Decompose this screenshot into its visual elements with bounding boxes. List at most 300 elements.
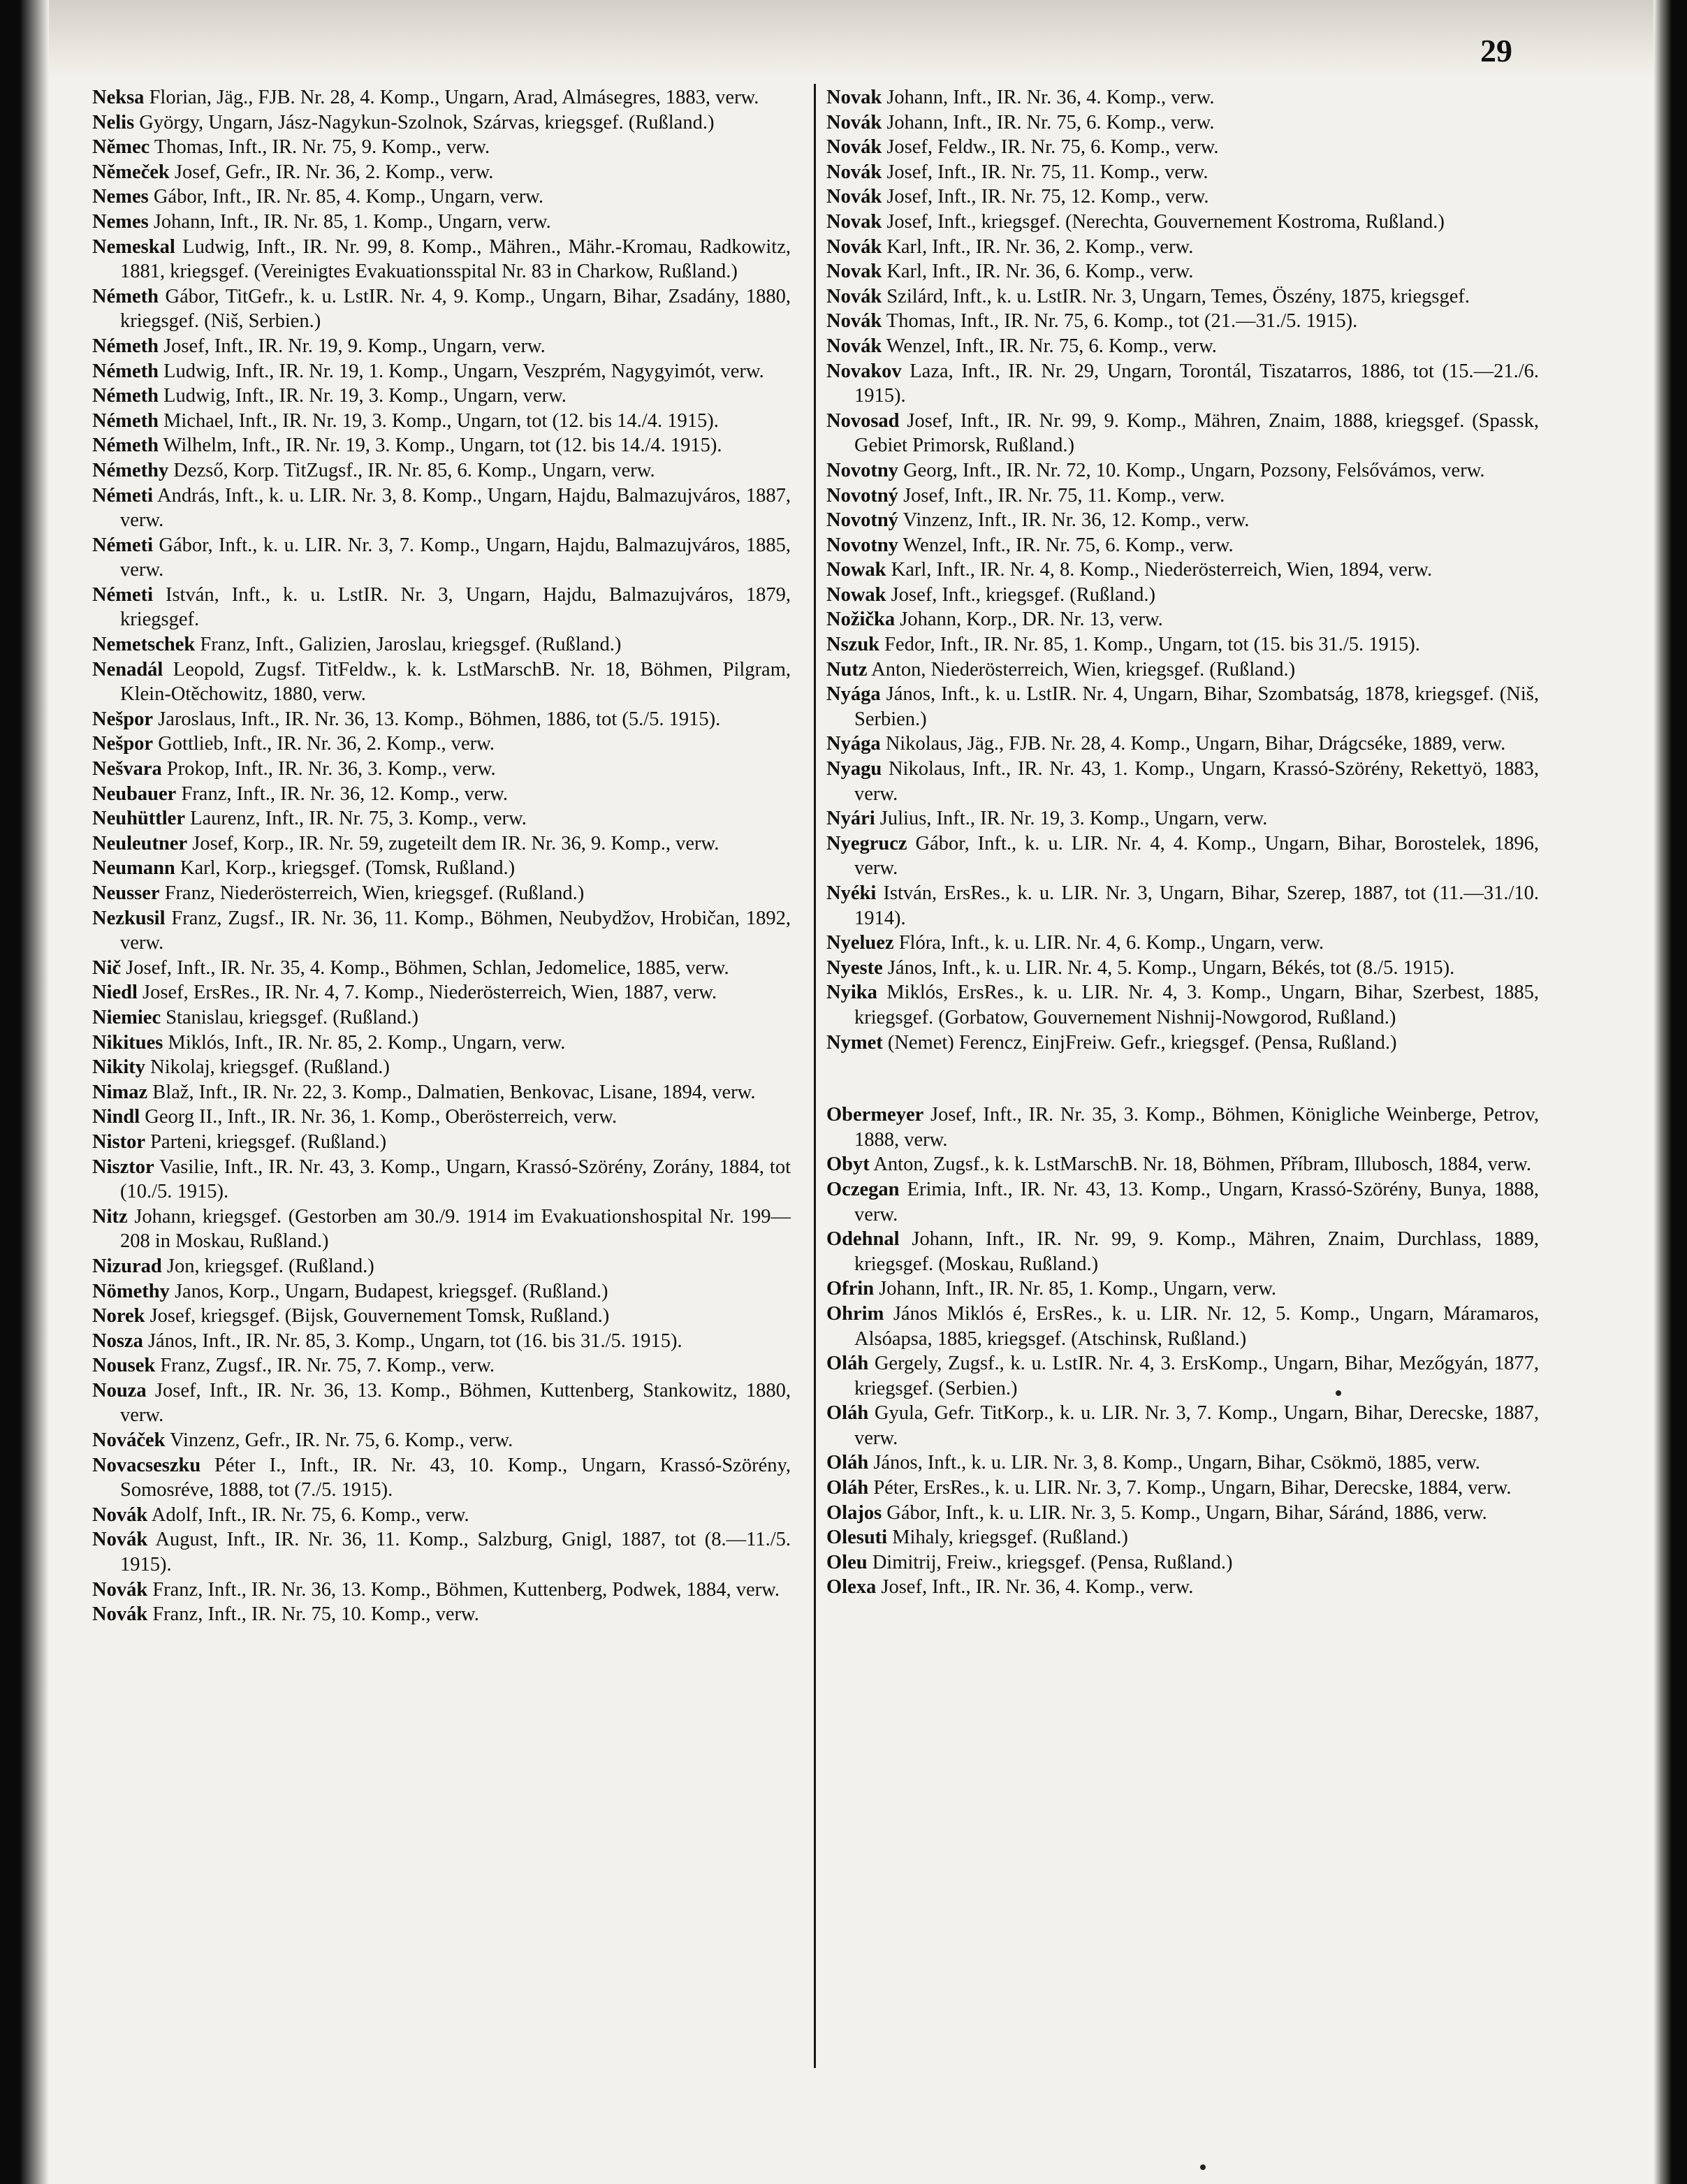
register-entry: [92, 1204, 791, 1254]
entry-surname: Nyeluez: [826, 932, 894, 954]
entry-surname: Němeček: [92, 161, 170, 183]
entry-surname: Németh: [92, 285, 159, 307]
register-entry: [92, 110, 791, 136]
entry-surname: Nyegrucz: [826, 832, 907, 854]
register-entry: [92, 906, 791, 956]
entry-details: Blaž, Inft., IR. Nr. 22, 3. Komp., Dalmatien, Benkovac, Lisane, 1894, verw.: [147, 1081, 756, 1103]
entry-surname: Novák: [826, 136, 882, 159]
entry-details: Péter, ErsRes., k. u. LIR. Nr. 3, 7. Komp., Ungarn, Bihar, Derecske, 1884, verw.: [868, 1477, 1512, 1499]
entry-details: András, Inft., k. u. LIR. Nr. 3, 8. Komp., Ungarn, Hajdu, Balmazujváros, 1887, verw.: [120, 484, 791, 532]
entry-surname: Németi: [92, 484, 154, 507]
entry-details: Jaroslaus, Inft., IR. Nr. 36, 13. Komp., Böhmen, 1886, tot (5./5. 1915).: [153, 708, 721, 730]
register-entry: [92, 483, 791, 533]
entry-surname: Nyika: [826, 982, 877, 1004]
entry-details: Vasilie, Inft., IR. Nr. 43, 3. Komp., Ungarn, Krassó-Szörény, Zorány, 1884, tot (10./5. 1915).: [120, 1156, 791, 1203]
register-entry: [92, 1378, 791, 1428]
register-entry: [826, 1031, 1539, 1056]
entry-details: János, Inft., k. u. LstIR. Nr. 4, Ungarn, Bihar, Szombatság, 1878, kriegsgef. (Niš, Serbien.): [854, 683, 1539, 730]
entry-surname: Nikitues: [92, 1031, 163, 1054]
register-entry: [92, 881, 791, 906]
register-entry: [826, 980, 1539, 1030]
register-entry: [826, 607, 1539, 632]
entry-surname: Nitz: [92, 1205, 128, 1228]
entry-details: János Miklós é, ErsRes., k. u. LIR. Nr. 12, 5. Komp., Ungarn, Máramaros, Alsóapsa, 1885, kriegsgef. (Atschinsk, Rußland.): [854, 1302, 1539, 1350]
entry-details: János, Inft., IR. Nr. 85, 3. Komp., Ungarn, tot (16. bis 31./5. 1915).: [143, 1330, 682, 1352]
register-entry: [826, 1227, 1539, 1276]
entry-details: Gyula, Gefr. TitKorp., k. u. LIR. Nr. 3, 7. Komp., Ungarn, Bihar, Derecske, 1887, verw.: [854, 1402, 1539, 1449]
section-gap: [826, 1055, 1539, 1102]
entry-details: Franz, Inft., IR. Nr. 75, 10. Komp., verw.: [147, 1603, 479, 1626]
entry-details: Prokop, Inft., IR. Nr. 36, 3. Komp., verw.: [161, 758, 496, 780]
entry-surname: Nezkusil: [92, 907, 166, 929]
entry-details: Anton, Niederösterreich, Wien, kriegsgef. (Rußland.): [867, 658, 1296, 680]
entry-details: Florian, Jäg., FJB. Nr. 28, 4. Komp., Ungarn, Arad, Almásegres, 1883, verw.: [144, 87, 759, 108]
right-column: [826, 85, 1539, 1600]
left-column: [92, 85, 791, 1627]
register-entry: [826, 1351, 1539, 1401]
register-entry: [826, 881, 1539, 931]
entry-surname: Németi: [92, 534, 154, 556]
entry-surname: Neubauer: [92, 782, 177, 805]
register-entry: [826, 334, 1539, 359]
entry-surname: Németh: [92, 409, 159, 432]
entry-details: Josef, ErsRes., IR. Nr. 4, 7. Komp., Niederösterreich, Wien, 1887, verw.: [137, 982, 717, 1004]
page-number: 29: [1480, 33, 1512, 68]
register-entry: [826, 1102, 1539, 1152]
register-entry: [92, 433, 791, 458]
entry-details: Jon, kriegsgef. (Rußland.): [161, 1255, 374, 1277]
register-entry: [826, 409, 1539, 458]
register-entry: [826, 184, 1539, 210]
entry-details: Nikolaus, Jäg., FJB. Nr. 28, 4. Komp., Ungarn, Bihar, Drágcséke, 1889, verw.: [880, 733, 1506, 755]
register-entry: [92, 657, 791, 707]
entry-details: János, Inft., k. u. LIR. Nr. 3, 8. Komp., Ungarn, Bihar, Csökmö, 1885, verw.: [868, 1452, 1480, 1474]
register-entry: [826, 1276, 1539, 1302]
entry-details: Ludwig, Inft., IR. Nr. 19, 3. Komp., Ungarn, verw.: [158, 385, 567, 407]
register-entry: [92, 1304, 791, 1329]
entry-details: Mihaly, kriegsgef. (Rußland.): [887, 1527, 1128, 1549]
entry-details: Gábor, Inft., k. u. LIR. Nr. 4, 4. Komp., Ungarn, Bihar, Borostelek, 1896, verw.: [854, 832, 1539, 880]
entry-details: Miklós, Inft., IR. Nr. 85, 2. Komp., Ungarn, verw.: [163, 1031, 566, 1054]
entry-details: Johann, Korp., DR. Nr. 13, verw.: [895, 609, 1163, 631]
entry-surname: Nszuk: [826, 634, 880, 656]
entry-surname: Nemeskal: [92, 235, 175, 258]
entry-surname: Oláh: [826, 1353, 869, 1375]
scan-right-edge: [1653, 0, 1687, 2184]
register-entry: [826, 558, 1539, 583]
entry-details: Josef, Inft., IR. Nr. 75, 12. Komp., verw.: [882, 186, 1209, 208]
register-entry: [826, 657, 1539, 683]
register-entry: [92, 1155, 791, 1204]
entry-surname: Novák: [826, 285, 882, 307]
entry-details: Josef, Inft., IR. Nr. 35, 4. Komp., Böhmen, Schlan, Jedomelice, 1885, verw.: [121, 956, 729, 979]
entry-surname: Nemes: [92, 186, 149, 208]
entry-surname: Novak: [826, 261, 882, 283]
entry-details: Nikolaj, kriegsgef. (Rußland.): [145, 1056, 390, 1079]
entry-surname: Nemes: [92, 210, 149, 233]
register-entry: [826, 1525, 1539, 1550]
entry-details: Michael, Inft., IR. Nr. 19, 3. Komp., Ungarn, tot (12. bis 14./4. 1915).: [158, 409, 719, 432]
entry-surname: Nyagu: [826, 758, 882, 780]
entry-details: August, Inft., IR. Nr. 36, 11. Komp., Salzburg, Gnigl, 1887, tot (8.—11./5. 1915).: [120, 1529, 791, 1576]
register-entry: [92, 1353, 791, 1378]
register-entry: [92, 135, 791, 160]
entry-details: Adolf, Inft., IR. Nr. 75, 6. Komp., verw.: [147, 1504, 469, 1526]
register-entry: [92, 856, 791, 881]
entry-details: Josef, kriegsgef. (Bijsk, Gouvernement Tomsk, Rußland.): [145, 1305, 610, 1327]
entry-details: Wenzel, Inft., IR. Nr. 75, 6. Komp., verw.: [898, 534, 1234, 556]
entry-details: Karl, Korp., kriegsgef. (Tomsk, Rußland.): [175, 857, 516, 880]
entry-details: Vinzenz, Gefr., IR. Nr. 75, 6. Komp., verw.: [165, 1429, 513, 1452]
register-entry: [92, 1055, 791, 1080]
entry-details: Josef, Inft., IR. Nr. 99, 9. Komp., Mähren, Znaim, 1888, kriegsgef. (Spassk, Gebiet Primorsk, Rußland.): [854, 409, 1539, 457]
entry-surname: Nimaz: [92, 1081, 148, 1103]
entry-details: István, Inft., k. u. LstIR. Nr. 3, Ungarn, Hajdu, Balmazujváros, 1879, kriegsgef.: [120, 583, 791, 631]
entry-details: Josef, Feldw., IR. Nr. 75, 6. Komp., verw.: [882, 136, 1219, 159]
register-entry: [92, 284, 791, 334]
entry-surname: Novotný: [826, 484, 898, 507]
entry-surname: Novák: [92, 1603, 148, 1626]
register-entry: [826, 259, 1539, 284]
entry-surname: Nyága: [826, 683, 881, 706]
register-entry: [826, 359, 1539, 409]
entry-details: Josef, Inft., IR. Nr. 19, 9. Komp., Ungarn, verw.: [158, 335, 546, 357]
entry-surname: Nosza: [92, 1330, 143, 1352]
entry-surname: Nenadál: [92, 658, 163, 680]
entry-details: István, ErsRes., k. u. LIR. Nr. 3, Ungarn, Bihar, Szerep, 1887, tot (11.—31./10. 1914).: [854, 882, 1539, 929]
entry-surname: Nyári: [826, 808, 875, 830]
entry-surname: Olajos: [826, 1501, 882, 1524]
entry-details: Johann, Inft., IR. Nr. 36, 4. Komp., verw.: [882, 87, 1215, 108]
register-entry: [826, 533, 1539, 558]
entry-details: Dimitrij, Freiw., kriegsgef. (Pensa, Rußland.): [867, 1551, 1233, 1573]
register-entry: [826, 458, 1539, 483]
entry-surname: Novák: [826, 111, 882, 133]
entry-surname: Oleu: [826, 1551, 868, 1573]
entry-details: Johann, Inft., IR. Nr. 75, 6. Komp., verw.: [882, 111, 1215, 133]
register-entry: [92, 1080, 791, 1105]
register-entry: [92, 1527, 791, 1577]
entry-surname: Oláh: [826, 1402, 869, 1425]
entry-surname: Neksa: [92, 87, 145, 108]
register-entry: [92, 1578, 791, 1603]
entry-details: Karl, Inft., IR. Nr. 36, 6. Komp., verw.: [882, 261, 1194, 283]
entry-surname: Olesuti: [826, 1527, 888, 1549]
entry-surname: Nyeste: [826, 956, 883, 979]
entry-details: György, Ungarn, Jász-Nagykun-Szolnok, Szárvas, kriegsgef. (Rußland.): [134, 111, 715, 133]
entry-surname: Nemetschek: [92, 634, 196, 656]
register-entry: [92, 1130, 791, 1155]
entry-details: Josef, Inft., IR. Nr. 36, 13. Komp., Böhmen, Kuttenberg, Stankowitz, 1880, verw.: [120, 1379, 791, 1427]
register-entry: [826, 483, 1539, 509]
entry-surname: Oczegan: [826, 1178, 900, 1200]
entry-details: Gábor, TitGefr., k. u. LstIR. Nr. 4, 9. Komp., Ungarn, Bihar, Zsadány, 1880, kriegsgef. (Niš, Serbien.): [120, 285, 791, 333]
register-entry: [92, 831, 791, 857]
register-entry: [92, 210, 791, 235]
entry-surname: Nyéki: [826, 882, 877, 904]
entry-surname: Németh: [92, 335, 159, 357]
entry-details: Fedor, Inft., IR. Nr. 85, 1. Komp., Ungarn, tot (15. bis 31./5. 1915).: [879, 634, 1420, 656]
entry-surname: Novotny: [826, 534, 898, 556]
entry-surname: Nowak: [826, 559, 886, 581]
entry-details: Parteni, kriegsgef. (Rußland.): [145, 1130, 387, 1153]
entry-details: Johann, Inft., IR. Nr. 85, 1. Komp., Ungarn, verw.: [874, 1278, 1277, 1300]
entry-surname: Niedl: [92, 982, 138, 1004]
register-entry: [92, 235, 791, 284]
entry-details: Laurenz, Inft., IR. Nr. 75, 3. Komp., verw.: [184, 808, 527, 830]
entry-details: Franz, Inft., IR. Nr. 36, 12. Komp., verw.: [176, 782, 509, 805]
entry-surname: Neuleutner: [92, 832, 188, 854]
entry-surname: Nousek: [92, 1355, 156, 1377]
register-entry: [826, 757, 1539, 806]
register-entry: [92, 583, 791, 632]
entry-surname: Németi: [92, 583, 154, 606]
register-entry: [826, 632, 1539, 657]
entry-details: Gottlieb, Inft., IR. Nr. 36, 2. Komp., verw.: [153, 733, 495, 755]
entry-details: Gábor, Inft., k. u. LIR. Nr. 3, 5. Komp., Ungarn, Bihar, Sáránd, 1886, verw.: [882, 1501, 1487, 1524]
register-entry: [92, 980, 791, 1005]
register-entry: [92, 632, 791, 657]
entry-details: Thomas, Inft., IR. Nr. 75, 9. Komp., verw.: [149, 136, 490, 159]
entry-surname: Novakov: [826, 360, 902, 382]
entry-surname: Nymet: [826, 1031, 883, 1054]
entry-surname: Novák: [826, 235, 882, 258]
right-column-o-entries: [826, 1102, 1539, 1600]
entry-surname: Novak: [826, 210, 882, 233]
register-entry: [826, 1177, 1539, 1227]
register-entry: [92, 757, 791, 782]
entry-details: Franz, Inft., IR. Nr. 36, 13. Komp., Böhmen, Kuttenberg, Podwek, 1884, verw.: [147, 1578, 780, 1601]
entry-details: Gábor, Inft., k. u. LIR. Nr. 3, 7. Komp., Ungarn, Hajdu, Balmazujváros, 1885, verw.: [120, 534, 791, 581]
entry-details: Dezső, Korp. TitZugsf., IR. Nr. 85, 6. Komp., Ungarn, verw.: [168, 459, 655, 481]
entry-details: Josef, Gefr., IR. Nr. 36, 2. Komp., verw.: [169, 161, 494, 183]
register-entry: [92, 956, 791, 981]
column-divider: [814, 84, 816, 2068]
entry-details: Franz, Inft., Galizien, Jaroslau, kriegsgef. (Rußland.): [195, 634, 622, 656]
entry-surname: Neumann: [92, 857, 175, 880]
entry-details: Josef, Inft., IR. Nr. 75, 11. Komp., verw.: [898, 484, 1225, 507]
entry-surname: Oláh: [826, 1452, 869, 1474]
register-entry: [826, 309, 1539, 334]
entry-details: Josef, Inft., IR. Nr. 75, 11. Komp., verw.: [882, 161, 1208, 183]
entry-surname: Nožička: [826, 609, 896, 631]
register-entry: [826, 806, 1539, 831]
entry-surname: Novák: [826, 335, 882, 357]
entry-surname: Niemiec: [92, 1006, 161, 1028]
entry-details: Flóra, Inft., k. u. LIR. Nr. 4, 6. Komp., Ungarn, verw.: [893, 932, 1324, 954]
register-entry: [92, 782, 791, 807]
entry-details: Leopold, Zugsf. TitFeldw., k. k. LstMarschB. Nr. 18, Böhmen, Pilgram, Klein-Otěchowitz, 1880, verw.: [120, 658, 791, 706]
register-entry: [92, 533, 791, 583]
scan-speck: [1200, 2164, 1206, 2170]
register-entry: [826, 1401, 1539, 1450]
register-entry: [92, 359, 791, 384]
entry-details: Miklós, ErsRes., k. u. LIR. Nr. 4, 3. Komp., Ungarn, Bihar, Szerbest, 1885, kriegsgef. (Gorbatow, Gouvernement Nishnij-Nowgorod, Rußland.): [854, 982, 1539, 1028]
entry-details: Thomas, Inft., IR. Nr. 75, 6. Komp., tot (21.—31./5. 1915).: [882, 310, 1358, 333]
register-entry: [92, 1428, 791, 1453]
entry-details: Josef, Inft., IR. Nr. 36, 4. Komp., verw.: [876, 1576, 1194, 1599]
entry-details: Szilárd, Inft., k. u. LstIR. Nr. 3, Ungarn, Temes, Öszény, 1875, kriegsgef.: [882, 285, 1470, 307]
register-entry: [92, 184, 791, 210]
entry-surname: Némethy: [92, 459, 169, 481]
register-entry: [826, 160, 1539, 185]
register-entry: [92, 806, 791, 831]
entry-details: Johann, Inft., IR. Nr. 85, 1. Komp., Ungarn, verw.: [148, 210, 551, 233]
register-entry: [826, 831, 1539, 881]
register-entry: [826, 731, 1539, 757]
entry-surname: Nováček: [92, 1429, 166, 1452]
entry-surname: Nič: [92, 956, 122, 979]
register-entry: [92, 409, 791, 434]
register-entry: [826, 1550, 1539, 1575]
entry-details: Johann, kriegsgef. (Gestorben am 30./9. 1914 im Evakuationshospital Nr. 199—208 in Moskau, Rußland.): [120, 1205, 791, 1253]
entry-details: Georg II., Inft., IR. Nr. 36, 1. Komp., Oberösterreich, verw.: [140, 1106, 618, 1128]
entry-details: Vinzenz, Inft., IR. Nr. 36, 12. Komp., verw.: [898, 509, 1250, 532]
entry-details: Ludwig, Inft., IR. Nr. 99, 8. Komp., Mähren., Mähr.-Kromau, Radkowitz, 1881, kriegsgef. (Vereinigtes Evakuationsspital Nr. 83 in Charkow, Rußland.): [120, 235, 791, 283]
entry-surname: Nutz: [826, 658, 868, 680]
entry-surname: Nindl: [92, 1106, 140, 1128]
entry-details: Julius, Inft., IR. Nr. 19, 3. Komp., Ungarn, verw.: [875, 808, 1268, 830]
entry-details: Karl, Inft., IR. Nr. 4, 8. Komp., Niederösterreich, Wien, 1894, verw.: [886, 559, 1433, 581]
entry-surname: Norek: [92, 1305, 145, 1327]
register-entry: [826, 1152, 1539, 1177]
register-entry: [826, 135, 1539, 160]
register-entry: [92, 384, 791, 409]
register-entry: [92, 707, 791, 732]
entry-surname: Neusser: [92, 882, 160, 904]
entry-details: Wilhelm, Inft., IR. Nr. 19, 3. Komp., Ungarn, tot (12. bis 14./4. 1915).: [158, 435, 722, 457]
entry-surname: Neuhüttler: [92, 808, 185, 830]
entry-details: Josef, Inft., kriegsgef. (Nerechta, Gouvernement Kostroma, Rußland.): [882, 210, 1445, 233]
entry-surname: Nešpor: [92, 733, 154, 755]
entry-surname: Nistor: [92, 1130, 145, 1153]
entry-surname: Nowak: [826, 583, 886, 606]
entry-surname: Nömethy: [92, 1280, 170, 1302]
entry-details: Péter I., Inft., IR. Nr. 43, 10. Komp., Ungarn, Krassó-Szörény, Somosréve, 1888, tot (7./5. 1915).: [120, 1454, 791, 1501]
register-entry: [826, 1501, 1539, 1526]
entry-surname: Ohrim: [826, 1302, 884, 1325]
entry-surname: Oláh: [826, 1477, 869, 1499]
entry-surname: Novacseszku: [92, 1454, 201, 1476]
register-entry: [92, 1105, 791, 1130]
entry-surname: Németh: [92, 360, 159, 382]
register-entry: [92, 458, 791, 483]
entry-surname: Obyt: [826, 1153, 870, 1176]
entry-details: Wenzel, Inft., IR. Nr. 75, 6. Komp., verw.: [882, 335, 1217, 357]
register-entry: [826, 931, 1539, 956]
entry-surname: Nouza: [92, 1379, 147, 1402]
entry-surname: Novak: [826, 87, 882, 108]
entry-surname: Németh: [92, 435, 159, 457]
entry-surname: Novotny: [826, 459, 898, 481]
register-entry: [92, 1031, 791, 1056]
register-entry: [826, 1575, 1539, 1600]
entry-details: Laza, Inft., IR. Nr. 29, Ungarn, Torontál, Tiszatarros, 1886, tot (15.—21./6. 1915).: [854, 360, 1539, 407]
entry-surname: Odehnal: [826, 1228, 900, 1251]
entry-details: Franz, Zugsf., IR. Nr. 75, 7. Komp., verw.: [155, 1355, 495, 1377]
register-entry: [826, 85, 1539, 110]
entry-surname: Nelis: [92, 111, 135, 133]
entry-details: Gergely, Zugsf., k. u. LstIR. Nr. 4, 3. ErsKomp., Ungarn, Bihar, Mezőgyán, 1877, kriegsgef. (Serbien.): [854, 1353, 1539, 1399]
register-entry: [92, 85, 791, 110]
register-entry: [826, 235, 1539, 260]
entry-details: János, Inft., k. u. LIR. Nr. 4, 5. Komp., Ungarn, Békés, tot (8./5. 1915).: [882, 956, 1455, 979]
register-entry: [92, 160, 791, 185]
entry-details: Josef, Inft., kriegsgef. (Rußland.): [886, 583, 1155, 606]
entry-surname: Nikity: [92, 1056, 146, 1079]
register-entry: [92, 1279, 791, 1304]
entry-surname: Nešvara: [92, 758, 162, 780]
entry-details: Gábor, Inft., IR. Nr. 85, 4. Komp., Ungarn, verw.: [148, 186, 544, 208]
entry-details: Johann, Inft., IR. Nr. 99, 9. Komp., Mähren, Znaim, Durchlass, 1889, kriegsgef. (Moskau, Rußland.): [854, 1228, 1539, 1275]
register-entry: [92, 334, 791, 359]
entry-surname: Novák: [826, 186, 882, 208]
register-entry: [92, 731, 791, 757]
entry-surname: Németh: [92, 385, 159, 407]
scan-top-shadow: [0, 0, 1687, 77]
register-entry: [826, 508, 1539, 533]
entry-details: Josef, Inft., IR. Nr. 35, 3. Komp., Böhmen, Königliche Weinberge, Petrov, 1888, verw.: [854, 1104, 1539, 1151]
entry-surname: Novosad: [826, 409, 900, 432]
scan-left-edge: [0, 0, 49, 2184]
entry-details: Karl, Inft., IR. Nr. 36, 2. Komp., verw.: [882, 235, 1194, 258]
entry-surname: Ofrin: [826, 1278, 875, 1300]
right-column-n-entries: [826, 85, 1539, 1055]
register-entry: [92, 1329, 791, 1354]
entry-surname: Obermeyer: [826, 1104, 924, 1126]
scan-speck: [1336, 1390, 1341, 1396]
entry-surname: Nizurad: [92, 1255, 162, 1277]
entry-surname: Novák: [92, 1529, 148, 1551]
entry-surname: Nešpor: [92, 708, 154, 730]
register-entry: [826, 1302, 1539, 1351]
entry-surname: Němec: [92, 136, 150, 159]
entry-surname: Nyága: [826, 733, 881, 755]
register-entry: [92, 1602, 791, 1627]
register-entry: [92, 1503, 791, 1528]
register-entry: [92, 1453, 791, 1503]
register-entry: [826, 583, 1539, 608]
entry-surname: Nisztor: [92, 1156, 154, 1178]
register-entry: [826, 1476, 1539, 1501]
entry-surname: Olexa: [826, 1576, 877, 1599]
entry-surname: Novák: [92, 1578, 148, 1601]
register-entry: [826, 956, 1539, 981]
entry-details: Nikolaus, Inft., IR. Nr. 43, 1. Komp., Ungarn, Krassó-Szörény, Rekettyö, 1883, verw.: [854, 758, 1539, 805]
register-entry: [92, 1005, 791, 1031]
entry-details: Franz, Niederösterreich, Wien, kriegsgef. (Rußland.): [159, 882, 585, 904]
entry-details: Georg, Inft., IR. Nr. 72, 10. Komp., Ungarn, Pozsony, Felsővámos, verw.: [898, 459, 1485, 481]
entry-details: Ludwig, Inft., IR. Nr. 19, 1. Komp., Ungarn, Veszprém, Nagygyimót, verw.: [158, 360, 764, 382]
entry-surname: Novák: [826, 161, 882, 183]
entry-details: Anton, Zugsf., k. k. LstMarschB. Nr. 18, Böhmen, Příbram, Illubosch, 1884, verw.: [869, 1153, 1532, 1176]
entry-details: Franz, Zugsf., IR. Nr. 36, 11. Komp., Böhmen, Neubydžov, Hrobičan, 1892, verw.: [120, 907, 791, 954]
register-entry: [826, 1450, 1539, 1476]
entry-details: Erimia, Inft., IR. Nr. 43, 13. Komp., Ungarn, Krassó-Szörény, Bunya, 1888, verw.: [854, 1178, 1539, 1225]
entry-details: Stanislau, kriegsgef. (Rußland.): [161, 1006, 418, 1028]
register-entry: [826, 682, 1539, 731]
entry-surname: Novák: [92, 1504, 148, 1526]
entry-details: Josef, Korp., IR. Nr. 59, zugeteilt dem IR. Nr. 36, 9. Komp., verw.: [187, 832, 720, 854]
entry-surname: Novák: [826, 310, 882, 333]
register-entry: [826, 110, 1539, 136]
entry-surname: Novotný: [826, 509, 898, 532]
register-entry: [826, 284, 1539, 310]
entry-details: Janos, Korp., Ungarn, Budapest, kriegsgef. (Rußland.): [169, 1280, 608, 1302]
register-entry: [826, 210, 1539, 235]
register-entry: [92, 1254, 791, 1279]
entry-details: (Nemet) Ferencz, EinjFreiw. Gefr., kriegsgef. (Pensa, Rußland.): [882, 1031, 1397, 1054]
